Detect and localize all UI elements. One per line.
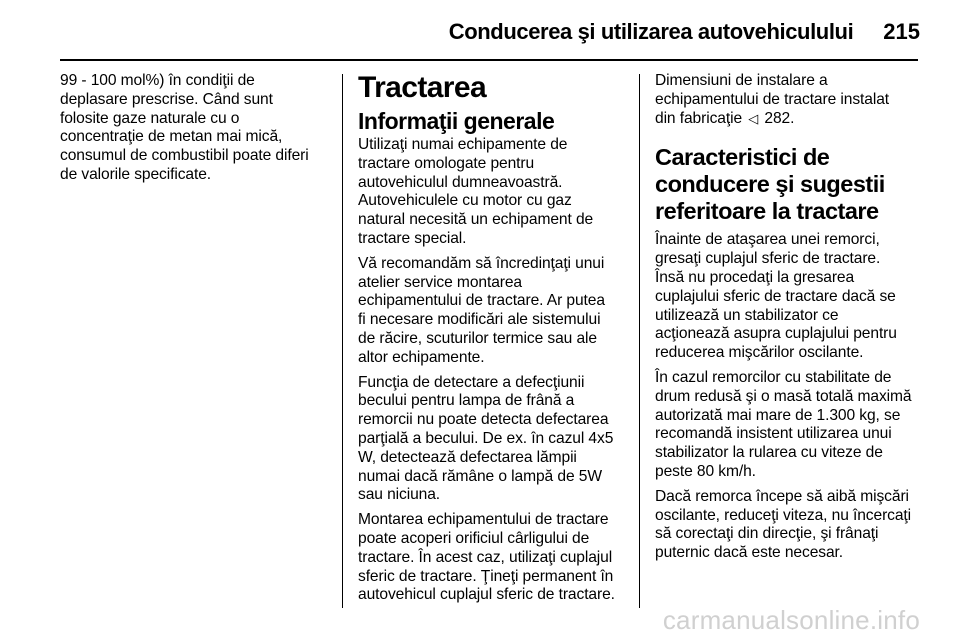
paragraph-ball-coupling: Montarea echipamentului de tractare poate acoperi orificiul cârligului de tractare. În acest caz, utilizaţi cuplajul sferic de tractare. Ţineţi permanent în autovehicul cuplajul sferic de tractare. [358,511,615,604]
header-title: Conducerea şi utilizarea autovehiculului [448,19,854,44]
paragraph-stabilizer: În cazul remorcilor cu stabilitate de drum redusă şi o masă totală maximă autorizată mai mare de 1.300 kg, se recomandă insistent utilizarea unui stabilizator la rularea cu viteze de peste 80 km/h. [655,368,912,480]
paragraph-towing-equipment: Utilizaţi numai echipamente de tractare omologate pentru autovehiculul dumneavoastră. Autovehiculele cu motor cu gaz natural necesită un echipament de tractare special. [358,136,594,247]
column-left [60,72,330,191]
paragraph-bulb-detection: Funcţia de detectare a defecţiunii becului pentru lampa de frână a remorcii nu poate detecta defectarea parţială a becului. De ex. în cazul 4x5 W, detectează defectarea lămpii numai dacă rămâne o lampă de 5W sau niciuna. [358,373,614,504]
section-title-driving-characteristics: Caracteristici de conducere şi sugestii referitoare la tractare [655,144,885,225]
page-number: 215 [883,19,920,44]
column-right [655,72,925,569]
watermark: carmanualsonline.info [662,605,920,635]
paragraph-oscillation: Dacă remorca începe să aibă mişcări oscilante, reduceţi viteza, nu încercaţi să corectaţi din direcţie, şi frânaţi puternic dacă este necesar. [655,487,912,562]
paragraph-grease-coupling: Înainte de ataşarea unei remorci, gresaţi cuplajul sferic de tractare. Însă nu procedaţi la gresarea cuplajului sferic de tractare dacă se utilizează un stabilizator ce acţionează asupra cuplajului pentru reducerea mişcărilor oscilante. [655,231,897,362]
column-divider-left [342,74,343,608]
paragraph-continuation: 99 - 100 mol%) în condiţii de deplasare prescrise. Când sunt folosite gaze naturale cu o concentraţie de metan mai mică, consumul de combustibil poate diferi de valorile specificate. [60,72,309,183]
column-middle [358,72,628,611]
paragraph-service-mounting: Vă recomandăm să încredinţaţi unui atelier service montarea echipamentului de tractare. Ar putea fi necesare modificări ale sistemului de răcire, scuturilor termice sau ale altor echipamente. [358,254,605,366]
page-reference-link[interactable]: 282. [764,109,795,127]
install-dimensions-text: Dimensiuni de instalare a echipamentului de tractare instalat din fabricaţie [655,72,890,127]
section-title-tractarea: Tractarea [358,71,487,104]
column-divider-right [639,74,640,608]
paragraph-install-dimensions [655,72,925,128]
page-header [60,14,920,50]
header-divider [60,59,918,61]
subsection-title-general-info: Informaţii generale [358,108,555,134]
page-reference-icon: ◁ [748,110,759,126]
